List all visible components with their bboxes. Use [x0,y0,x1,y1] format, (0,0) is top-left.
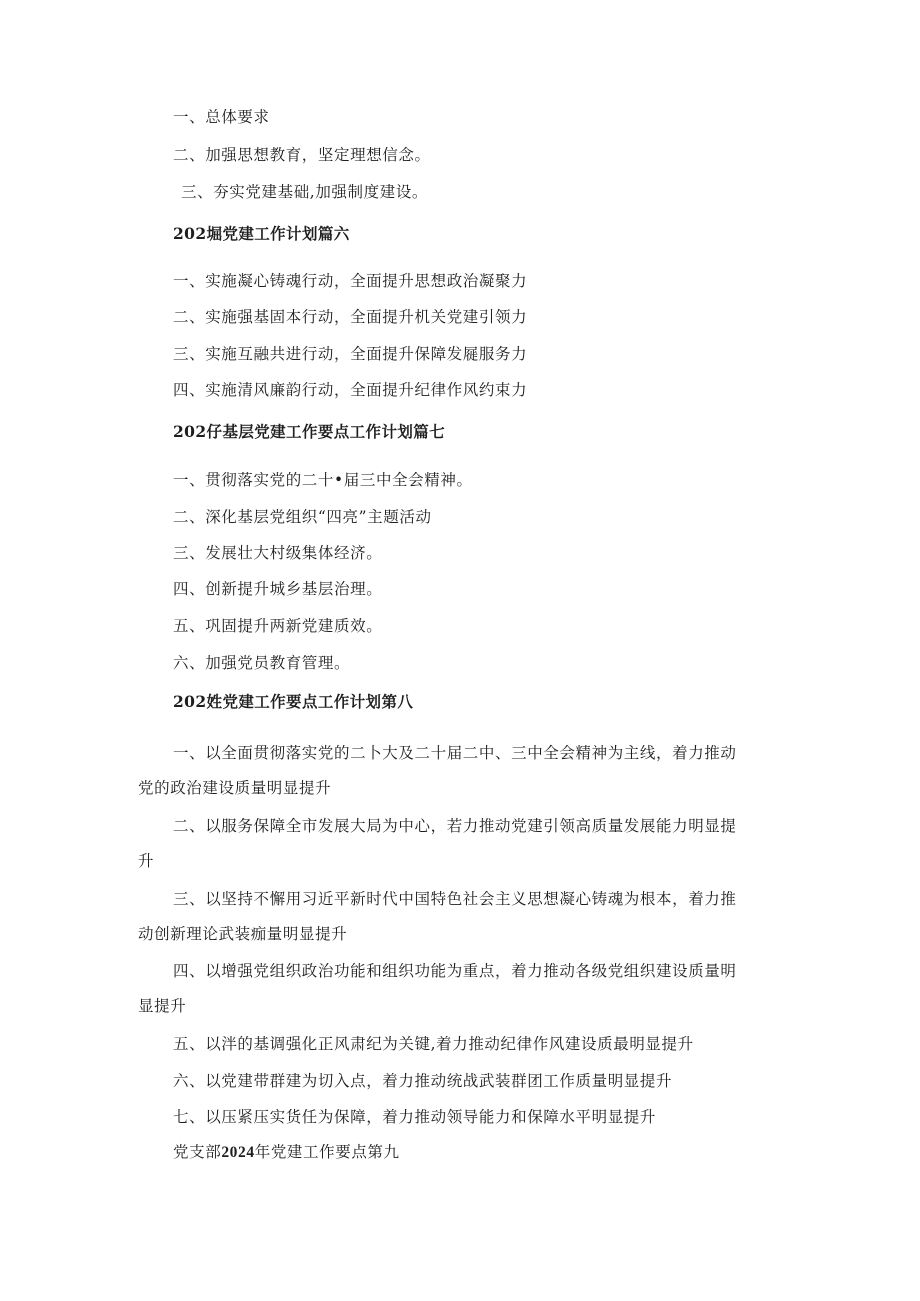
section-heading: 202姓党建工作要点工作计划第八 [173,692,414,711]
heading-prefix: 党支部 [173,1143,222,1161]
list-item: 二、加强思想教育，坚定理想信念。 [173,146,431,164]
list-item: 三、夯实党建基础,加强制度建设。 [181,183,429,201]
paragraph-line: 三、以坚持不懈用习近平新时代中国特色社会主义思想凝心铸魂为根本，着力推 [173,890,737,908]
list-item: 六、加强党员教育管理。 [173,654,351,672]
list-item: 三、实施互融共进行动，全面提升保障发屣服务力 [173,345,528,363]
section-heading: 202堀党建工作计划篇六 [173,224,350,243]
list-item: 一、实施凝心铸魂行动，全面提升思想政治凝聚力 [173,272,528,290]
paragraph-line: 动创新理论武装痂量明显提升 [138,925,348,943]
section-heading [173,1142,400,1163]
list-item: 五、巩固提升两新党建质效。 [173,617,383,635]
list-item: 五、以泮的基调强化正风肃纪为关键,着力推动纪律作风建设质最明显提升 [173,1035,694,1053]
paragraph-line: 一、以全面贯彻落实党的二卜大及二十届二中、三中全会精神为主线，着力推动 [173,744,737,762]
list-item: 四、实施清风廉韵行动，全面提升纪律作风约束力 [173,381,528,399]
section-heading: 202仔基层党建工作要点工作计划篇七 [173,422,446,441]
list-item: 一、贯彻落实党的二十•届三中全会精神。 [173,471,473,489]
list-item: 七、以压紧压实货任为保障，着力推动领导能力和保障水平明显提升 [173,1108,657,1126]
list-item: 四、创新提升城乡基层治理。 [173,580,383,598]
paragraph-line: 四、以增强党组织政治功能和组织功能为重点，着力推动各级党组织建设质量明 [173,962,737,980]
paragraph-line: 二、以服务保障全市发展大局为中心，若力推动党建引领高质量发展能力明显提 [173,817,737,835]
list-item: 二、深化基层党组织“四亮”主题活动 [173,508,432,526]
heading-year: 2024 [221,1144,255,1161]
paragraph-line: 党的政治建设质量明显提升 [138,779,332,797]
list-item: 六、以党建带群建为切入点，着力推动统战武装群团工作质量明显提升 [173,1072,673,1090]
heading-suffix: 年党建工作要点第九 [254,1143,400,1161]
list-item: 二、实施强基固本行动，全面提升机关党建引领力 [173,308,528,326]
list-item: 一、总体要求 [173,108,270,126]
paragraph-line: 显提升 [138,997,187,1015]
paragraph-line: 升 [138,852,155,870]
list-item: 三、发展壮大村级集体经济。 [173,544,383,562]
